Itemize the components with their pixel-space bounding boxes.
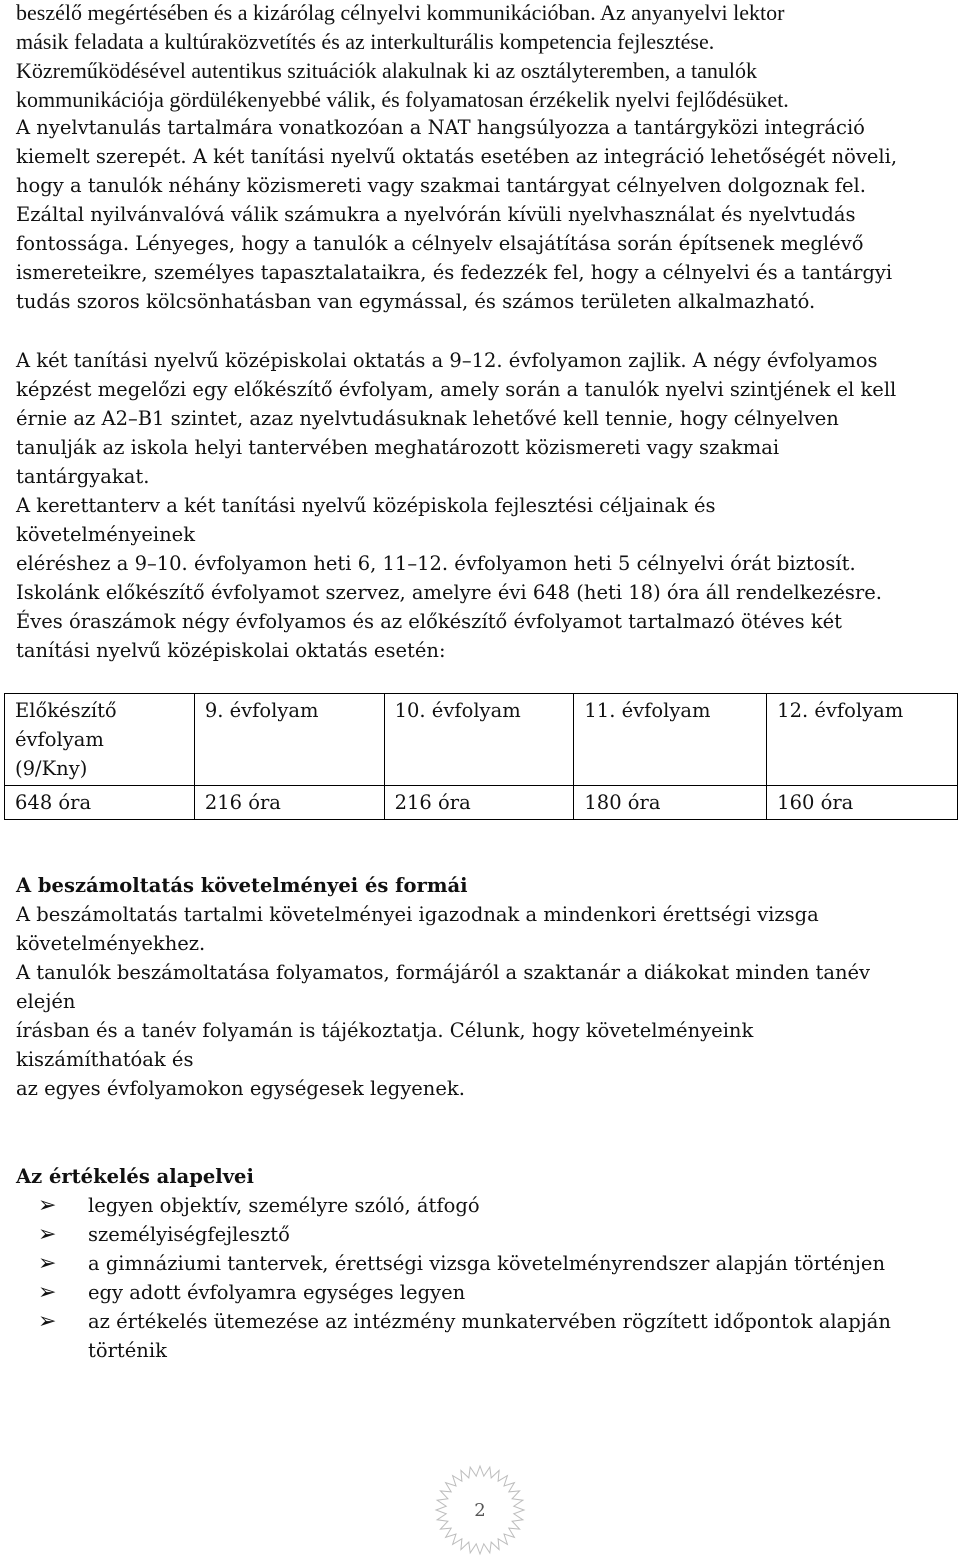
arrowhead-icon: ➢ [38,1251,57,1276]
table-header-cell [194,694,384,786]
text-line: követelményekhez. [16,932,206,955]
text-line: A két tanítási nyelvű középiskolai oktatás a 9–12. évfolyamon zajlik. A négy évfolyamos [16,349,878,372]
header-text: Előkészítő [15,699,117,722]
hours-table [4,693,958,820]
header-text: évfolyam [15,728,104,751]
list-item-text: történik [88,1339,167,1362]
table-cell: 648 óra [5,786,195,820]
section-heading-evaluation: Az értékelés alapelvei [16,1165,254,1188]
text-line: hogy a tanulók néhány közismereti vagy szakmai tantárgyat célnyelven dolgoznak fel. [16,174,866,197]
list-item-text: személyiségfejlesztő [88,1223,290,1246]
list-item-text: a gimnáziumi tantervek, érettségi vizsga követelményrendszer alapján történjen [88,1252,886,1275]
table-row [5,786,958,820]
text-line: érnie az A2–B1 szintet, azaz nyelvtudásuknak lehetővé kell tennie, hogy célnyelven [16,407,839,430]
table-header-cell [5,694,195,786]
text-line: A beszámoltatás tartalmi követelményei igazodnak a mindenkori érettségi vizsga [16,903,819,926]
text-line: tanulják az iskola helyi tantervében meghatározott közismereti vagy szakmai [16,436,780,459]
table-header-row [5,694,958,786]
table-header-cell [767,694,958,786]
text-line: beszélő megértésében és a kizárólag célnyelvi kommunikációban. Az anyanyelvi lektor [16,0,785,25]
header-text: (9/Kny) [15,757,88,780]
arrowhead-icon: ➢ [38,1193,57,1218]
list-item-text: legyen objektív, személyre szóló, átfogó [88,1194,480,1217]
text-line: Éves óraszámok négy évfolyamos és az előkészítő évfolyamot tartalmazó ötéves két [16,610,843,633]
section-heading-assessment: A beszámoltatás követelményei és formái [16,874,468,897]
table-header-cell [384,694,574,786]
text-line: fontossága. Lényeges, hogy a tanulók a célnyelv elsajátítása során építsenek meglévő [16,232,864,255]
arrowhead-icon: ➢ [38,1309,57,1334]
header-text: 12. évfolyam [777,699,904,722]
page-number: 2 [474,1499,486,1521]
text-line: az egyes évfolyamokon egységesek legyenek. [16,1077,465,1100]
list-item-text: az értékelés ütemezése az intézmény munkatervében rögzített időpontok alapján [88,1310,891,1333]
text-line: követelményeinek [16,523,196,546]
table-header-cell [574,694,767,786]
text-line: kiszámíthatóak és [16,1048,194,1071]
text-line: tanítási nyelvű középiskolai oktatás esetén: [16,639,446,662]
table-cell: 216 óra [384,786,574,820]
text-line: képzést megelőzi egy előkészítő évfolyam, amely során a tanulók nyelvi szintjének el kell [16,378,897,401]
text-line: A kerettanterv a két tanítási nyelvű középiskola fejlesztési céljainak és [16,494,716,517]
header-text: 9. évfolyam [204,699,319,722]
text-line: A nyelvtanulás tartalmára vonatkozóan a NAT hangsúlyozza a tantárgyközi integráció [16,116,865,139]
header-text: 10. évfolyam [394,699,521,722]
page-number-seal [432,1462,528,1558]
text-line: kiemelt szerepét. A két tanítási nyelvű oktatás esetében az integráció lehetőségét növeli, [16,145,898,168]
text-line: kommunikációja gördülékenyebbé válik, és folyamatosan érzékelik nyelvi fejlődésüket. [16,87,789,112]
text-line: másik feladata a kultúraközvetítés és az interkulturális kompetencia fejlesztése. [16,29,715,54]
text-line: Iskolánk előkészítő évfolyamot szervez, amelyre évi 648 (heti 18) óra áll rendelkezésre. [16,581,882,604]
table-cell: 216 óra [194,786,384,820]
table-cell: 160 óra [767,786,958,820]
list-item-text: egy adott évfolyamra egységes legyen [88,1281,466,1304]
text-line: tudás szoros kölcsönhatásban van egymással, és számos területen alkalmazható. [16,290,816,313]
text-line: A tanulók beszámoltatása folyamatos, formájáról a szaktanár a diákokat minden tanév [16,961,871,984]
arrowhead-icon: ➢ [38,1222,57,1247]
text-line: tantárgyakat. [16,465,150,488]
text-line: elején [16,990,76,1013]
text-line: Ezáltal nyilvánvalóvá válik számukra a nyelvórán kívüli nyelvhasználat és nyelvtudás [16,203,856,226]
text-line: írásban és a tanév folyamán is tájékoztatja. Célunk, hogy követelményeink [16,1019,754,1042]
text-line: eléréshez a 9–10. évfolyamon heti 6, 11–12. évfolyamon heti 5 célnyelvi órát biztosít. [16,552,856,575]
text-line: ismereteikre, személyes tapasztalataikra, és fedezzék fel, hogy a célnyelvi és a tantárgyi [16,261,893,284]
arrowhead-icon: ➢ [38,1280,57,1305]
text-line: Közreműködésével autentikus szituációk alakulnak ki az osztályteremben, a tanulók [16,58,758,83]
table-cell: 180 óra [574,786,767,820]
header-text: 11. évfolyam [584,699,711,722]
